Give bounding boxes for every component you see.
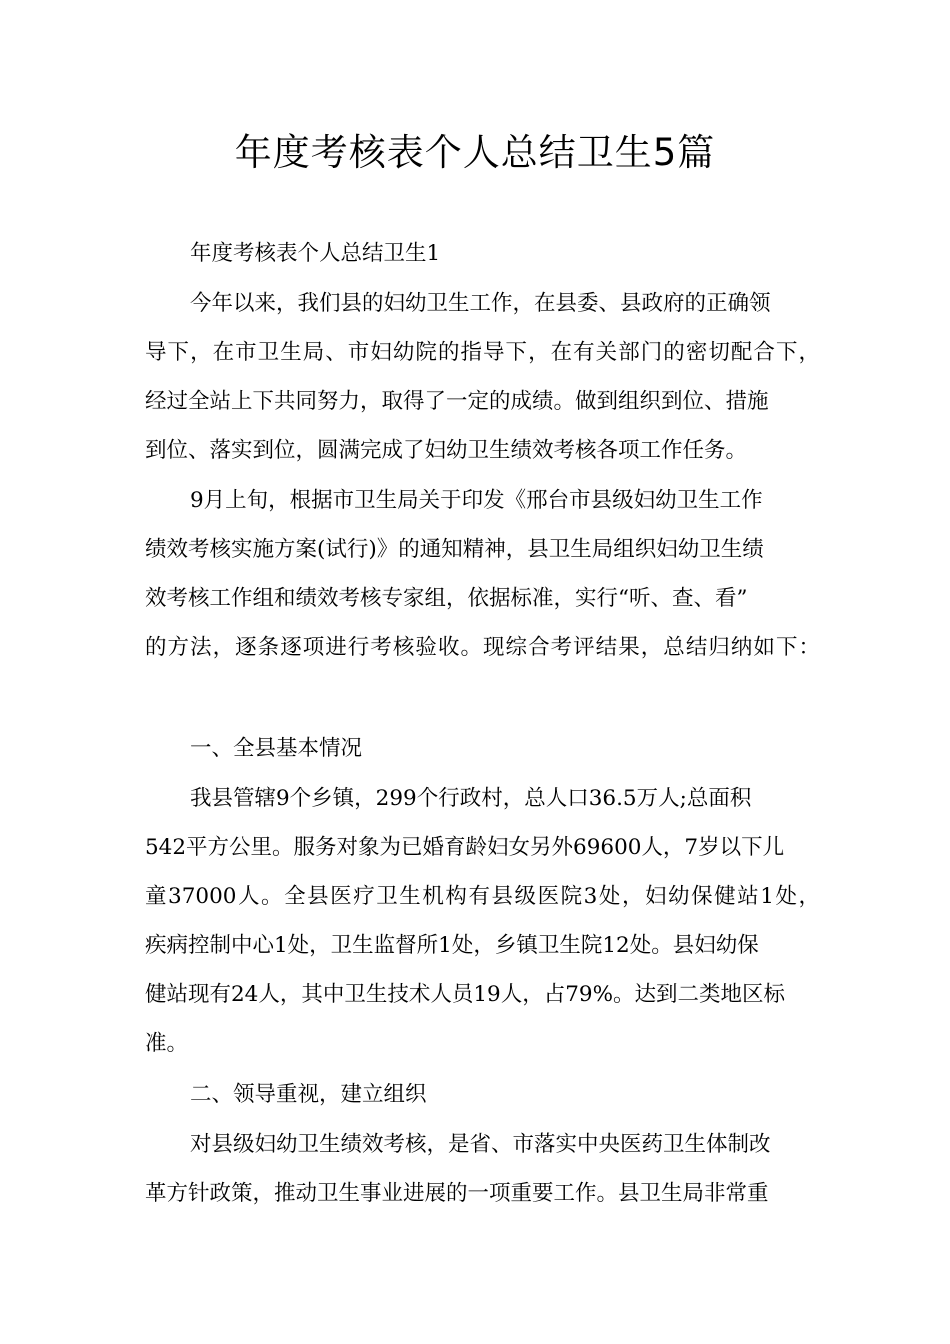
- paragraph-line: 经过全站上下共同努力，取得了一定的成绩。做到组织到位、措施: [145, 389, 769, 414]
- paragraph-line: 革方针政策，推动卫生事业进展的一项重要工作。县卫生局非常重: [145, 1181, 769, 1206]
- paragraph-line: 疾病控制中心1处，卫生监督所1处，乡镇卫生院12处。县妇幼保: [145, 933, 759, 958]
- paragraph-line: 今年以来，我们县的妇幼卫生工作，在县委、县政府的正确领: [190, 291, 771, 316]
- paragraph-line: 的方法，逐条逐项进行考核验收。现综合考评结果，总结归纳如下：: [145, 635, 820, 660]
- document-title: 年度考核表个人总结卫生5篇: [234, 131, 716, 174]
- paragraph-line: 9月上旬，根据市卫生局关于印发《邢台市县级妇幼卫生工作: [190, 488, 763, 513]
- paragraph-line: 我县管辖9个乡镇，299个行政村，总人口36.5万人;总面积: [190, 786, 752, 811]
- paragraph-line: 542平方公里。服务对象为已婚育龄妇女另外69600人，7岁以下儿: [145, 835, 785, 860]
- paragraph-line: 童37000人。全县医疗卫生机构有县级医院3处，妇幼保健站1处，: [145, 884, 820, 909]
- paragraph-line: 对县级妇幼卫生绩效考核，是省、市落实中央医药卫生体制改: [190, 1132, 771, 1157]
- paragraph-line: 准。: [145, 1031, 189, 1056]
- section-heading: 一、全县基本情况: [190, 736, 363, 761]
- paragraph-line: 健站现有24人，其中卫生技术人员19人，占79%。达到二类地区标: [145, 982, 786, 1007]
- paragraph-line: 效考核工作组和绩效考核专家组，依据标准，实行“听、查、看”: [145, 586, 748, 611]
- paragraph-line: 导下，在市卫生局、市妇幼院的指导下，在有关部门的密切配合下，: [145, 340, 820, 365]
- section-heading: 年度考核表个人总结卫生1: [190, 241, 441, 266]
- paragraph-line: 到位、落实到位，圆满完成了妇幼卫生绩效考核各项工作任务。: [145, 438, 748, 463]
- paragraph-line: 绩效考核实施方案(试行)》的通知精神，县卫生局组织妇幼卫生绩: [145, 537, 764, 562]
- section-heading: 二、领导重视，建立组织: [190, 1082, 427, 1107]
